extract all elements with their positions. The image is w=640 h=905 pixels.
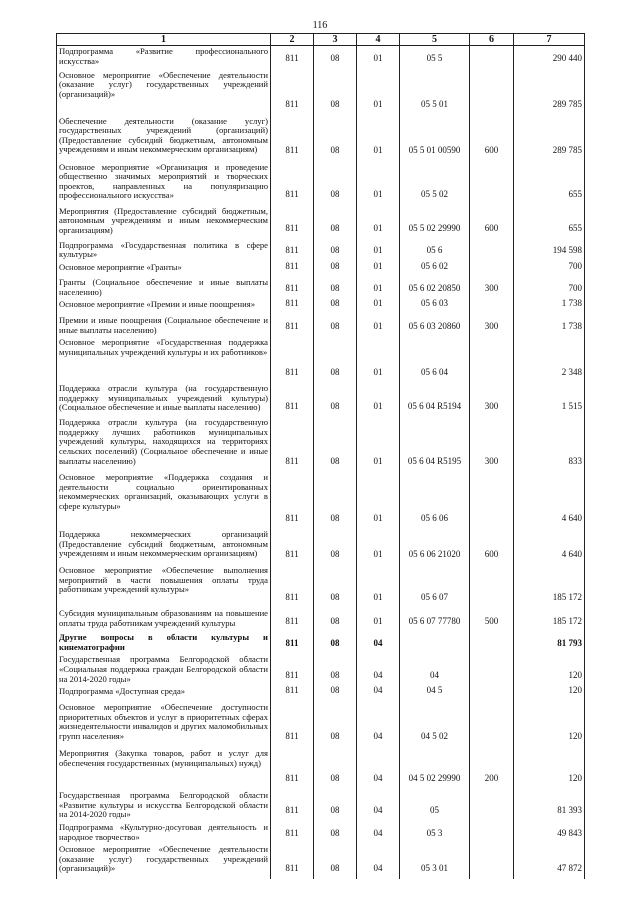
grbs-cell: 811: [271, 565, 314, 608]
amount-cell: 120: [514, 654, 585, 686]
table-row: [57, 299, 585, 315]
subsection-cell: 01: [357, 337, 400, 383]
row-name-cell: Основное мероприятие «Государственная поддержка муниципальных учреждений культуры и их работников»: [57, 337, 271, 383]
amount-cell: 4 640: [514, 472, 585, 529]
expense-type-cell: [470, 654, 514, 686]
subsection-cell: 01: [357, 472, 400, 529]
section-cell: 08: [314, 529, 357, 565]
row-name-cell: Основное мероприятие «Обеспечение доступности приоритетных объектов и услуг в приоритетных сферах жизнедеятельности инвалидов и других маломобильных групп населения»: [57, 702, 271, 748]
expense-type-cell: 300: [470, 417, 514, 472]
row-name-cell: Субсидия муниципальным образованиям на повышение оплаты труда работникам учреждений культуры: [57, 608, 271, 632]
grbs-cell: 811: [271, 46, 314, 70]
row-name-cell: Основное мероприятие «Обеспечение деятельности (оказание услуг) государственных учреждений (организаций)»: [57, 844, 271, 879]
amount-cell: 289 785: [514, 70, 585, 116]
amount-cell: 2 348: [514, 337, 585, 383]
row-name-cell: Поддержка некоммерческих организаций (Предоставление субсидий бюджетным, автономным учреждениям и иным некоммерческим организациям): [57, 529, 271, 565]
row-name-cell: Мероприятия (Предоставление субсидий бюджетным, автономным учреждениям и иным некоммерческим организациям): [57, 206, 271, 240]
row-name-cell: Основное мероприятие «Организация и проведение общественно значимых мероприятий и творческих проектов, направленных на популяризацию профессионального искусства»: [57, 162, 271, 206]
subsection-cell: 01: [357, 277, 400, 299]
target-article-cell: 05 3: [400, 822, 470, 844]
row-name-cell: Подпрограмма «Доступная среда»: [57, 686, 271, 702]
grbs-cell: 811: [271, 277, 314, 299]
expense-type-cell: [470, 686, 514, 702]
grbs-cell: 811: [271, 654, 314, 686]
table-body: [57, 46, 585, 880]
target-article-cell: 05 5 02 29990: [400, 206, 470, 240]
header-col-2: 2: [271, 34, 314, 46]
amount-cell: 655: [514, 206, 585, 240]
amount-cell: 185 172: [514, 608, 585, 632]
header-row: [57, 34, 585, 46]
row-name-cell: Гранты (Социальное обеспечение и иные выплаты населению): [57, 277, 271, 299]
target-article-cell: 05 6 03 20860: [400, 315, 470, 337]
table-row: [57, 262, 585, 278]
expense-type-cell: [470, 70, 514, 116]
target-article-cell: 05 6: [400, 240, 470, 262]
expense-type-cell: 300: [470, 383, 514, 417]
subsection-cell: 01: [357, 46, 400, 70]
expense-type-cell: [470, 337, 514, 383]
expense-type-cell: [470, 299, 514, 315]
row-name-cell: Подпрограмма «Государственная политика в сфере культуры»: [57, 240, 271, 262]
subsection-cell: 04: [357, 748, 400, 790]
section-cell: 08: [314, 790, 357, 822]
grbs-cell: 811: [271, 162, 314, 206]
subsection-cell: 01: [357, 70, 400, 116]
subsection-cell: 04: [357, 632, 400, 654]
row-name-cell: Обеспечение деятельности (оказание услуг) государственных учреждений (организаций) (Предоставление субсидий бюджетным, автономным учреждениям и иным некоммерческим организациям): [57, 116, 271, 162]
grbs-cell: 811: [271, 299, 314, 315]
subsection-cell: 01: [357, 565, 400, 608]
section-cell: 08: [314, 46, 357, 70]
row-name-cell: Поддержка отрасли культура (на государственную поддержку муниципальных учреждений культуры) (Социальное обеспечение и иные выплаты населению): [57, 383, 271, 417]
table-row: [57, 608, 585, 632]
amount-cell: 700: [514, 262, 585, 278]
header-col-5: 5: [400, 34, 470, 46]
amount-cell: 185 172: [514, 565, 585, 608]
table-row: [57, 337, 585, 383]
section-cell: 08: [314, 240, 357, 262]
section-cell: 08: [314, 315, 357, 337]
table-row: [57, 116, 585, 162]
target-article-cell: 05 3 01: [400, 844, 470, 879]
section-cell: 08: [314, 70, 357, 116]
subsection-cell: 01: [357, 529, 400, 565]
subsection-cell: 01: [357, 262, 400, 278]
amount-cell: 47 872: [514, 844, 585, 879]
target-article-cell: 05 6 07: [400, 565, 470, 608]
section-cell: 08: [314, 748, 357, 790]
grbs-cell: 811: [271, 686, 314, 702]
table-row: [57, 844, 585, 879]
grbs-cell: 811: [271, 116, 314, 162]
expense-type-cell: 600: [470, 529, 514, 565]
subsection-cell: 01: [357, 417, 400, 472]
target-article-cell: 05 5 01: [400, 70, 470, 116]
grbs-cell: 811: [271, 417, 314, 472]
target-article-cell: 05: [400, 790, 470, 822]
section-cell: 08: [314, 565, 357, 608]
subsection-cell: 04: [357, 790, 400, 822]
section-cell: 08: [314, 116, 357, 162]
expense-type-cell: 600: [470, 206, 514, 240]
target-article-cell: 05 5 01 00590: [400, 116, 470, 162]
amount-cell: 290 440: [514, 46, 585, 70]
expense-type-cell: [470, 822, 514, 844]
subsection-cell: 01: [357, 383, 400, 417]
subsection-cell: 04: [357, 702, 400, 748]
grbs-cell: 811: [271, 748, 314, 790]
table-row: [57, 565, 585, 608]
table-row: [57, 315, 585, 337]
amount-cell: 655: [514, 162, 585, 206]
amount-cell: 81 793: [514, 632, 585, 654]
target-article-cell: 05 6 06: [400, 472, 470, 529]
header-col-7: 7: [514, 34, 585, 46]
table-row: [57, 529, 585, 565]
target-article-cell: 05 5: [400, 46, 470, 70]
target-article-cell: 05 5 02: [400, 162, 470, 206]
subsection-cell: 01: [357, 299, 400, 315]
amount-cell: 833: [514, 417, 585, 472]
expense-type-cell: [470, 162, 514, 206]
grbs-cell: 811: [271, 608, 314, 632]
table-row: [57, 822, 585, 844]
amount-cell: 120: [514, 702, 585, 748]
expense-type-cell: [470, 844, 514, 879]
expense-type-cell: 300: [470, 277, 514, 299]
subsection-cell: 01: [357, 240, 400, 262]
section-cell: 08: [314, 206, 357, 240]
row-name-cell: Основное мероприятие «Гранты»: [57, 262, 271, 278]
amount-cell: 194 598: [514, 240, 585, 262]
table-row: [57, 46, 585, 70]
row-name-cell: Основное мероприятие «Премии и иные поощрения»: [57, 299, 271, 315]
grbs-cell: 811: [271, 472, 314, 529]
grbs-cell: 811: [271, 337, 314, 383]
subsection-cell: 04: [357, 844, 400, 879]
header-col-3: 3: [314, 34, 357, 46]
amount-cell: 49 843: [514, 822, 585, 844]
section-cell: 08: [314, 337, 357, 383]
expense-type-cell: [470, 702, 514, 748]
subsection-cell: 04: [357, 654, 400, 686]
grbs-cell: 811: [271, 262, 314, 278]
target-article-cell: 05 6 03: [400, 299, 470, 315]
section-cell: 08: [314, 299, 357, 315]
section-cell: 08: [314, 822, 357, 844]
grbs-cell: 811: [271, 790, 314, 822]
section-cell: 08: [314, 654, 357, 686]
grbs-cell: 811: [271, 822, 314, 844]
target-article-cell: 04 5 02: [400, 702, 470, 748]
section-cell: 08: [314, 632, 357, 654]
row-name-cell: Государственная программа Белгородской области «Социальная поддержка граждан Белгородской области на 2014-2020 годы»: [57, 654, 271, 686]
expense-type-cell: [470, 565, 514, 608]
subsection-cell: 01: [357, 206, 400, 240]
expense-type-cell: [470, 240, 514, 262]
section-cell: 08: [314, 277, 357, 299]
table-row: [57, 748, 585, 790]
header-col-4: 4: [357, 34, 400, 46]
row-name-cell: Другие вопросы в области культуры и кинематографии: [57, 632, 271, 654]
table-row: [57, 162, 585, 206]
row-name-cell: Основное мероприятие «Обеспечение выполнения мероприятий в части повышения оплаты труда работникам учреждений культуры»: [57, 565, 271, 608]
budget-table: [56, 33, 585, 879]
amount-cell: 120: [514, 748, 585, 790]
table-row: [57, 417, 585, 472]
row-name-cell: Подпрограмма «Развитие профессионального искусства»: [57, 46, 271, 70]
target-article-cell: 05 6 02 20850: [400, 277, 470, 299]
amount-cell: 700: [514, 277, 585, 299]
header-col-6: 6: [470, 34, 514, 46]
table-row: [57, 702, 585, 748]
expense-type-cell: [470, 632, 514, 654]
section-cell: 08: [314, 472, 357, 529]
grbs-cell: 811: [271, 383, 314, 417]
section-cell: 08: [314, 844, 357, 879]
target-article-cell: 04: [400, 654, 470, 686]
grbs-cell: 811: [271, 529, 314, 565]
subsection-cell: 01: [357, 162, 400, 206]
expense-type-cell: 600: [470, 116, 514, 162]
subsection-cell: 04: [357, 822, 400, 844]
grbs-cell: 811: [271, 206, 314, 240]
section-cell: 08: [314, 686, 357, 702]
expense-type-cell: 300: [470, 315, 514, 337]
target-article-cell: 05 6 06 21020: [400, 529, 470, 565]
grbs-cell: 811: [271, 315, 314, 337]
table-row: [57, 206, 585, 240]
section-cell: 08: [314, 702, 357, 748]
amount-cell: 1 738: [514, 315, 585, 337]
subsection-cell: 04: [357, 686, 400, 702]
grbs-cell: 811: [271, 70, 314, 116]
target-article-cell: 04 5: [400, 686, 470, 702]
expense-type-cell: [470, 790, 514, 822]
row-name-cell: Основное мероприятие «Обеспечение деятельности (оказание услуг) государственных учреждений (организаций)»: [57, 70, 271, 116]
row-name-cell: Государственная программа Белгородской области «Развитие культуры и искусства Белгородской области на 2014-2020 годы»: [57, 790, 271, 822]
row-name-cell: Основное мероприятие «Поддержка создания и деятельности социально ориентированных некоммерческих организаций, оказывающих услуги в сфере культуры»: [57, 472, 271, 529]
header-col-1: 1: [57, 34, 271, 46]
table-row: [57, 70, 585, 116]
expense-type-cell: [470, 472, 514, 529]
expense-type-cell: 500: [470, 608, 514, 632]
amount-cell: 120: [514, 686, 585, 702]
row-name-cell: Премии и иные поощрения (Социальное обеспечение и иные выплаты населению): [57, 315, 271, 337]
target-article-cell: [400, 632, 470, 654]
table-row: [57, 383, 585, 417]
amount-cell: 81 393: [514, 790, 585, 822]
target-article-cell: 05 6 02: [400, 262, 470, 278]
table-row: [57, 277, 585, 299]
amount-cell: 289 785: [514, 116, 585, 162]
amount-cell: 4 640: [514, 529, 585, 565]
row-name-cell: Мероприятия (Закупка товаров, работ и услуг для обеспечения государственных (муниципальных) нужд): [57, 748, 271, 790]
grbs-cell: 811: [271, 702, 314, 748]
amount-cell: 1 738: [514, 299, 585, 315]
expense-type-cell: [470, 262, 514, 278]
grbs-cell: 811: [271, 632, 314, 654]
subsection-cell: 01: [357, 608, 400, 632]
grbs-cell: 811: [271, 240, 314, 262]
grbs-cell: 811: [271, 844, 314, 879]
page-number: 116: [312, 20, 328, 31]
section-cell: 08: [314, 383, 357, 417]
table-row: [57, 240, 585, 262]
section-cell: 08: [314, 262, 357, 278]
row-name-cell: Подпрограмма «Культурно-досуговая деятельность и народное творчество»: [57, 822, 271, 844]
section-cell: 08: [314, 162, 357, 206]
subsection-cell: 01: [357, 116, 400, 162]
amount-cell: 1 515: [514, 383, 585, 417]
table-row: [57, 686, 585, 702]
expense-type-cell: 200: [470, 748, 514, 790]
target-article-cell: 05 6 04: [400, 337, 470, 383]
row-name-cell: Поддержка отрасли культура (на государственную поддержку лучших работников муниципальных учреждений культуры, находящихся на территориях сельских поселений) (Социальное обеспечение и иные выплаты населению): [57, 417, 271, 472]
section-cell: 08: [314, 608, 357, 632]
section-cell: 08: [314, 417, 357, 472]
target-article-cell: 05 6 04 R5195: [400, 417, 470, 472]
table-row: [57, 632, 585, 654]
subsection-cell: 01: [357, 315, 400, 337]
target-article-cell: 05 6 04 R5194: [400, 383, 470, 417]
expense-type-cell: [470, 46, 514, 70]
target-article-cell: 05 6 07 77780: [400, 608, 470, 632]
target-article-cell: 04 5 02 29990: [400, 748, 470, 790]
table-row: [57, 790, 585, 822]
table-row: [57, 654, 585, 686]
table-row: [57, 472, 585, 529]
